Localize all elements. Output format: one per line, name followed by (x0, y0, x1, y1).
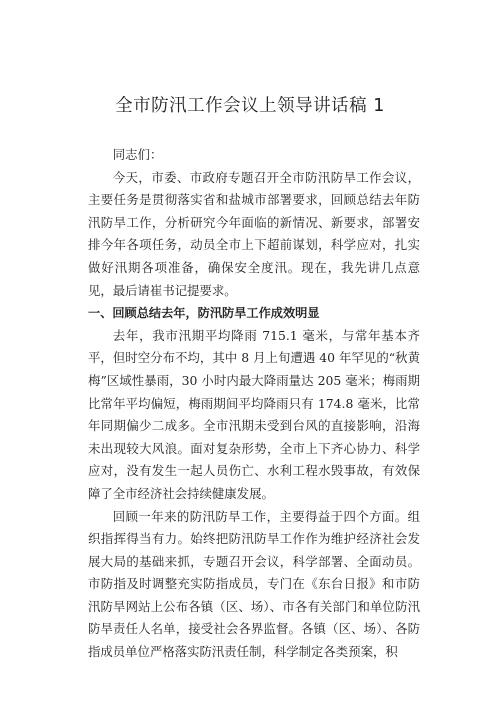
body-paragraph: 去年，我市汛期平均降雨 715.1 毫米，与常年基本齐平，但时空分布不均，其中 8 月上旬遭遇 40 年罕见的“秋黄梅”区域性暴雨，30 小时内最大降雨量达 205 毫米；梅雨期比常年平均偏短，梅雨期间平均降雨只有 174.8 毫米，比常年同期偏少二成多。全市汛期未受到台风的直接影响，沿海未出现较大风浪。面对复杂形势，全市上下齐心协力、科学应对，没有发生一起人员伤亡、水利工程水毁事故，有效保障了全市经济社会持续健康发展。 (88, 327, 420, 501)
document-body (88, 144, 420, 664)
section-heading: 一、回顾总结去年，防汛防旱工作成效明显 (88, 306, 320, 321)
document-title: 全市防汛工作会议上领导讲话稿 1 (115, 96, 385, 116)
body-paragraph: 回顾一年来的防汛防旱工作，主要得益于四个方面。组织指挥得当有力。始终把防汛防旱工作作为维护经济社会发展大局的基础来抓，专题召开会议，科学部署、全面动员。市防指及时调整充实防指成员，专门在《东台日报》和市防汛防旱网站上公布各镇（区、场）、市各有关部门和单位防汛防旱责任人名单，接受社会各界监督。各镇（区、场）、各防指成员单位严格落实防汛责任制，科学制定各类预案，积 (88, 508, 420, 660)
intro-paragraph: 今天，市委、市政府专题召开全市防汛防旱工作会议，主要任务是贯彻落实省和盐城市部署要求，回顾总结去年防汛防旱工作，分析研究今年面临的新情况、新要求，部署安排今年各项任务，动员全市上下超前谋划，科学应对，扎实做好汛期各项准备，确保安全度汛。现在，我先讲几点意见，最后请崔书记提要求。 (88, 169, 420, 298)
salutation: 同志们： (112, 147, 163, 162)
